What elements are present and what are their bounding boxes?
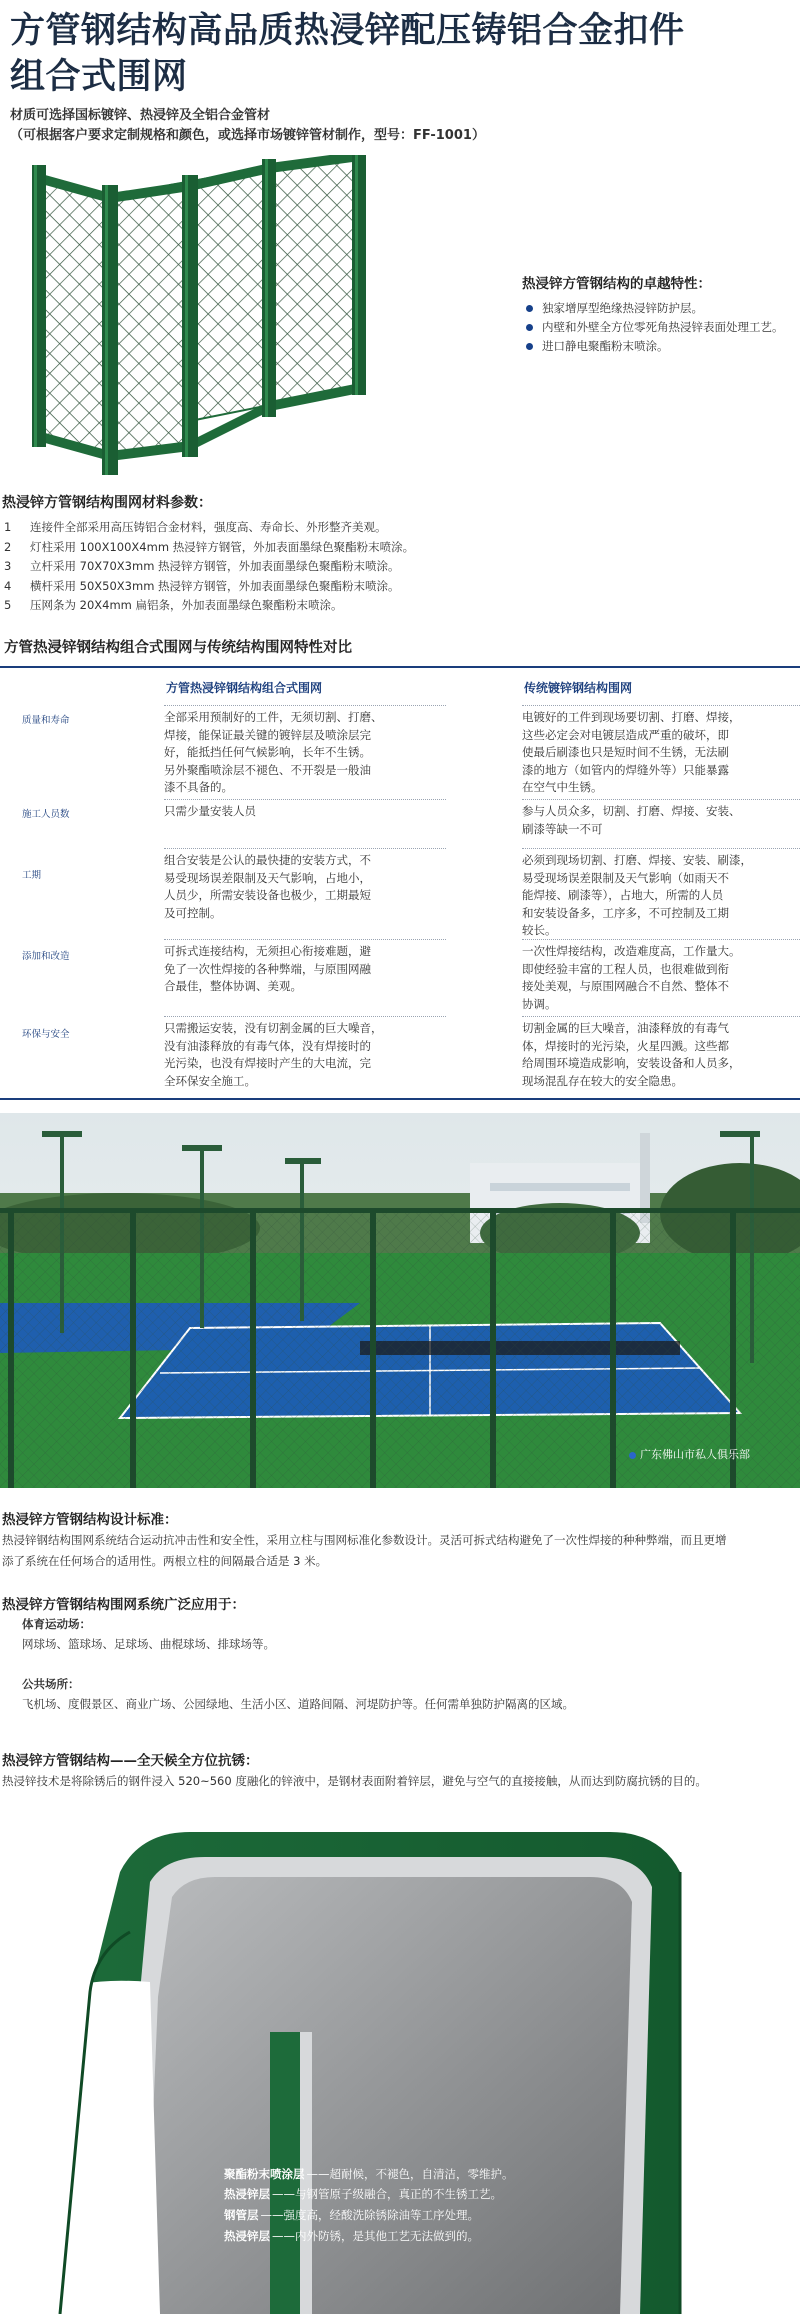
- comparison-cell-b: [522, 705, 800, 797]
- comparison-top-rule: [0, 666, 800, 668]
- item-text: 灯柱采用 100X100X4mm 热浸锌方钢管，外加表面墨绿色聚酯粉末喷涂。: [30, 539, 415, 554]
- rust-heading: 热浸锌方管钢结构——全天候全方位抗锈：: [2, 1753, 259, 1769]
- comparison-row-label: 环保与安全: [22, 1029, 70, 1040]
- title-line-2: 组合式围网: [10, 57, 188, 97]
- sports-label: 体育运动场：: [22, 1617, 91, 1631]
- item-number: 2: [4, 539, 12, 554]
- cell-line: 免了一次性焊接的各种弊端，与原围网融: [164, 961, 371, 976]
- comparison-heading: 方管热浸锌钢结构组合式围网与传统结构围网特性对比: [4, 640, 352, 656]
- materials-row: [2, 596, 792, 616]
- design-text: [2, 1530, 800, 1572]
- layer-label: [224, 2186, 502, 2202]
- item-text: 立杆采用 70X70X3mm 热浸锌方钢管，外加表面墨绿色聚酯粉末喷涂。: [30, 559, 400, 573]
- item-text: 横杆采用 50X50X3mm 热浸锌方钢管，外加表面墨绿色聚酯粉末喷涂。: [30, 578, 400, 593]
- item-number: 3: [4, 559, 12, 573]
- comparison-cell-b: [522, 939, 800, 1013]
- feature-item: [522, 299, 800, 318]
- comparison-cell-a: [164, 1016, 446, 1090]
- layer-label: [224, 2228, 479, 2244]
- bullet-dot-icon: [526, 343, 533, 350]
- photo-caption: [629, 1446, 750, 1462]
- cell-line: 只需搬运安装，没有切割金属的巨大噪音，: [164, 1021, 383, 1035]
- bullet-dot-icon: [526, 305, 533, 312]
- cell-line: 参与人员众多，切割、打磨、焊接、安装、: [522, 804, 741, 818]
- cell-line: 可拆式连接结构，无须担心衔接难题，避: [164, 944, 371, 958]
- cell-line: 体，焊接时的光污染，火星四溅。这些都: [522, 1038, 729, 1053]
- cell-line: 没有油漆释放的有毒气体，没有焊接时的: [164, 1038, 371, 1053]
- cell-line: 较长。: [522, 923, 557, 937]
- comparison-cell-b: [522, 848, 800, 940]
- cell-line: 一次性焊接结构，改造难度高，工作量大。: [522, 944, 741, 958]
- item-text: 压网条为 20X4mm 扁铝条，外加表面墨绿色聚酯粉末喷涂。: [30, 598, 343, 612]
- item-number: 1: [4, 520, 12, 534]
- photo-caption-text: 广东佛山市私人俱乐部: [640, 1448, 750, 1461]
- comparison-cell-a: [164, 705, 446, 797]
- tennis-court-photo: [0, 1113, 800, 1488]
- comparison-row-label: 施工人员数: [22, 809, 70, 820]
- feature-text: 进口静电聚酯粉末喷涂。: [542, 339, 669, 353]
- materials-row: [2, 538, 792, 558]
- comparison-bottom-rule: [0, 1098, 800, 1100]
- cell-line: 焊接，能保证最关键的镀锌层及喷涂层完: [164, 727, 371, 742]
- item-number: 4: [4, 578, 12, 593]
- cell-line: 组合安装是公认的最快捷的安装方式，不: [164, 853, 371, 867]
- pipe-cross-section: [0, 1812, 800, 2314]
- sports-text: 网球场、篮球场、足球场、曲棍球场、排球场等。: [22, 1637, 275, 1651]
- cell-line: 好，能抵挡任何气候影响，长年不生锈。: [164, 745, 371, 759]
- cell-line: 使最后刷漆也只是短时间不生锈，无法刷: [522, 745, 729, 759]
- cell-line: 只需少量安装人员: [164, 804, 256, 818]
- cell-line: 现场混乱存在较大的安全隐患。: [522, 1073, 683, 1088]
- layer-desc: ——与钢管原子级融合，真正的不生锈工艺。: [272, 2187, 502, 2201]
- comparison-col-b-heading: 传统镀锌钢结构围网: [524, 681, 633, 695]
- cell-line: 在空气中生锈。: [522, 780, 603, 794]
- cell-line: 能焊接、刷漆等），占地大，所需的人员: [522, 888, 724, 902]
- feature-item: [522, 337, 800, 356]
- cell-line: 合最佳，整体协调、美观。: [164, 979, 302, 993]
- layer-name: 钢管层: [224, 2208, 259, 2222]
- cell-line: 接处美观，与原围网融合不自然、整体不: [522, 979, 729, 993]
- intro-text: [10, 106, 485, 146]
- layer-name: 热浸锌层: [224, 2187, 270, 2201]
- intro-line-2: （可根据客户要求定制规格和颜色，或选择市场镀锌管材制作，型号：FF-1001）: [10, 128, 485, 143]
- features-block: [522, 272, 800, 356]
- tennis-court-illustration: [0, 1113, 800, 1488]
- public-label: 公共场所：: [22, 1677, 80, 1691]
- rust-text: 热浸锌技术是将除锈后的钢件浸入 520~560 度融化的锌液中，是钢材表面附着锌层，避免与空气的直接接触，从而达到防腐抗锈的目的。: [2, 1774, 707, 1788]
- comparison-cell-b: [522, 1016, 800, 1090]
- layer-desc: ——强度高，经酸洗除锈除油等工序处理。: [260, 2208, 479, 2222]
- cell-line: 另外聚酯喷涂层不褪色、不开裂是一般油: [164, 762, 371, 777]
- comparison-cell-a: [164, 939, 446, 996]
- comparison-cell-b: [522, 799, 800, 838]
- cell-line: 刷漆等缺一不可: [522, 821, 603, 836]
- item-text: 连接件全部采用高压铸铝合金材料，强度高、寿命长、外形整齐美观。: [30, 520, 387, 534]
- materials-row: [2, 518, 792, 538]
- applications-heading: 热浸锌方管钢结构围网系统广泛应用于：: [2, 1597, 245, 1613]
- cell-line: 和安装设备多，工序多，不可控制及工期: [522, 905, 729, 920]
- materials-row: [2, 577, 792, 597]
- cell-line: 光污染，也没有焊接时产生的大电流，完: [164, 1056, 371, 1070]
- cell-line: 及可控制。: [164, 905, 222, 920]
- cell-line: 必须到现场切割、打磨、焊接、安装、刷漆，: [522, 853, 752, 867]
- cell-line: 这些必定会对电镀层造成严重的破坏，即: [522, 727, 729, 742]
- layer-label: [224, 2207, 479, 2223]
- cell-line: 切割金属的巨大噪音，油漆释放的有毒气: [522, 1021, 729, 1035]
- comparison-cell-a: [164, 848, 446, 922]
- cell-line: 电镀好的工件到现场要切割、打磨、焊接，: [522, 710, 741, 724]
- cell-line: 全环保安全施工。: [164, 1073, 256, 1088]
- design-line: 热浸锌钢结构围网系统结合运动抗冲击性和安全性，采用立柱与围网标准化参数设计。灵活可拆式结构避免了一次性焊接的种种弊端，而且更增: [2, 1533, 727, 1547]
- cell-line: 即使经验丰富的工程人员，也很难做到衔: [522, 961, 729, 976]
- feature-item: [522, 318, 800, 337]
- layer-name: 热浸锌层: [224, 2229, 270, 2243]
- page-title: [10, 8, 800, 100]
- cell-line: 漆的地方（如管内的焊缝外等）只能暴露: [522, 762, 729, 777]
- bullet-dot-icon: [629, 1452, 636, 1459]
- features-heading: 热浸锌方管钢结构的卓越特性：: [522, 276, 711, 292]
- cell-line: 易受现场误差限制及天气影响（如雨天不: [522, 870, 729, 885]
- fence-panel-illustration: [30, 155, 455, 485]
- public-text: 飞机场、度假景区、商业广场、公园绿地、生活小区、道路间隔、河堤防护等。任何需单独防护隔离的区域。: [22, 1697, 574, 1711]
- layer-desc: ——内外防锈，是其他工艺无法做到的。: [272, 2229, 479, 2243]
- item-number: 5: [4, 598, 12, 612]
- materials-heading: 热浸锌方管钢结构围网材料参数：: [2, 495, 212, 511]
- feature-text: 内壁和外壁全方位零死角热浸锌表面处理工艺。: [542, 320, 784, 334]
- title-line-1: 方管钢结构高品质热浸锌配压铸铝合金扣件: [10, 11, 685, 51]
- comparison-col-a-heading: 方管热浸锌钢结构组合式围网: [166, 681, 323, 695]
- design-heading: 热浸锌方管钢结构设计标准：: [2, 1512, 178, 1528]
- feature-text: 独家增厚型绝缘热浸锌防护层。: [542, 301, 703, 315]
- comparison-row-label: 质量和寿命: [22, 715, 70, 726]
- cell-line: 人员少，所需安装设备也极少，工期最短: [164, 888, 371, 902]
- cell-line: 协调。: [522, 996, 557, 1011]
- cell-line: 全部采用预制好的工件，无须切割、打磨、: [164, 710, 383, 724]
- materials-row: [2, 557, 792, 577]
- materials-block: [2, 492, 792, 616]
- layer-label: [224, 2166, 514, 2182]
- cell-line: 给周围环境造成影响，安装设备和人员多，: [522, 1056, 741, 1070]
- layer-desc: ——超耐候，不褪色，自清洁，零维护。: [306, 2167, 514, 2181]
- features-list: [522, 299, 800, 356]
- cell-line: 易受现场误差限制及天气影响，占地小，: [164, 870, 371, 885]
- intro-line-1: 材质可选择国标镀锌、热浸锌及全铝合金管材: [10, 108, 271, 123]
- comparison-row-label: 添加和改造: [22, 951, 70, 962]
- comparison-row-label: 工期: [22, 870, 42, 881]
- comparison-cell-a: [164, 799, 446, 821]
- bullet-dot-icon: [526, 324, 533, 331]
- design-line: 添了系统在任何场合的适用性。两根立柱的间隔最合适是 3 米。: [2, 1554, 328, 1568]
- layer-name: 聚酯粉末喷涂层: [224, 2167, 305, 2181]
- cell-line: 漆不具备的。: [164, 780, 233, 794]
